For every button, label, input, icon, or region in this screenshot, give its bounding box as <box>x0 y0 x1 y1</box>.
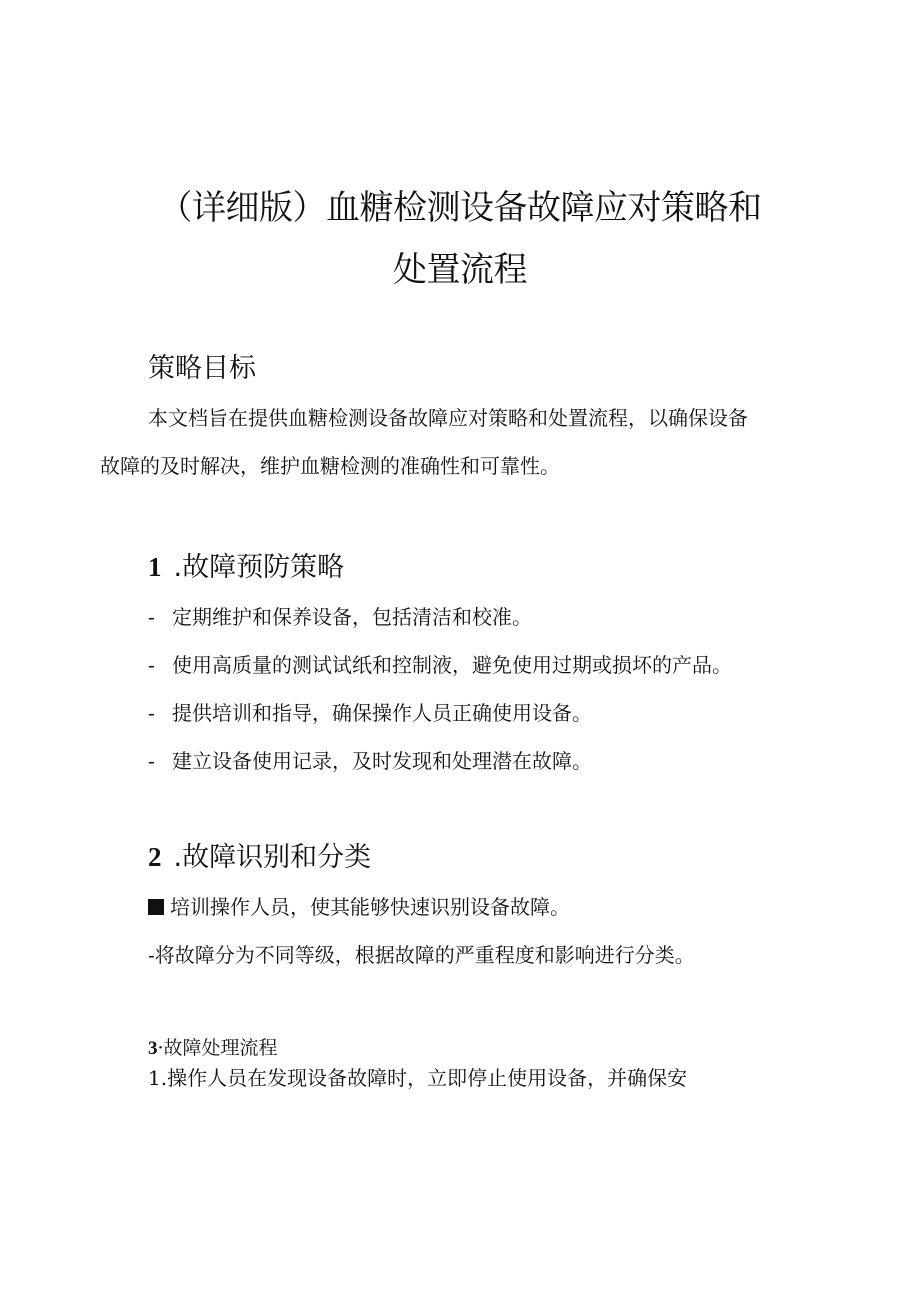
list-item <box>148 747 592 775</box>
document-title-line-1: （详细版）血糖检测设备故障应对策略和 <box>158 188 762 228</box>
list-item-text: 提供培训和指导，确保操作人员正确使用设备。 <box>172 701 592 725</box>
list-item <box>148 603 532 631</box>
list-item <box>148 699 592 727</box>
bullet-marker: - <box>148 653 155 677</box>
list-item <box>148 893 570 921</box>
section-3-heading <box>148 1035 278 1062</box>
section-goal-paragraph-line-2: 故障的及时解决，维护血糖检测的准确性和可靠性。 <box>100 454 560 478</box>
list-item-text: 培训操作人员，使其能够快速识别设备故障。 <box>170 895 570 919</box>
section-2-heading <box>148 840 371 875</box>
section-2-number: 2 <box>148 842 162 872</box>
document-title-line-2: 处置流程 <box>393 250 527 290</box>
list-item-text: 定期维护和保养设备，包括清洁和校准。 <box>172 605 532 629</box>
list-item-text: 使用高质量的测试试纸和控制液，避免使用过期或损坏的产品。 <box>172 653 732 677</box>
section-3-number: 3 <box>148 1038 158 1059</box>
section-1-number: 1 <box>148 552 162 582</box>
square-bullet-icon <box>148 899 164 915</box>
list-item <box>148 651 732 679</box>
bullet-marker: - <box>148 605 155 629</box>
section-2-title: .故障识别和分类 <box>173 842 372 873</box>
section-1-heading <box>148 550 344 585</box>
list-item: -将故障分为不同等级，根据故障的严重程度和影响进行分类。 <box>148 943 695 967</box>
list-item-text: 建立设备使用记录，及时发现和处理潜在故障。 <box>172 749 592 773</box>
bullet-marker: - <box>148 749 155 773</box>
list-item: 1.操作人员在发现设备故障时，立即停止使用设备，并确保安 <box>148 1066 688 1090</box>
section-1-title: .故障预防策略 <box>173 552 345 583</box>
section-goal-paragraph-line-1: 本文档旨在提供血糖检测设备故障应对策略和处置流程，以确保设备 <box>148 406 748 430</box>
bullet-marker: - <box>148 701 155 725</box>
section-goal-heading: 策略目标 <box>148 353 256 384</box>
section-3-title: ·故障处理流程 <box>157 1037 278 1059</box>
